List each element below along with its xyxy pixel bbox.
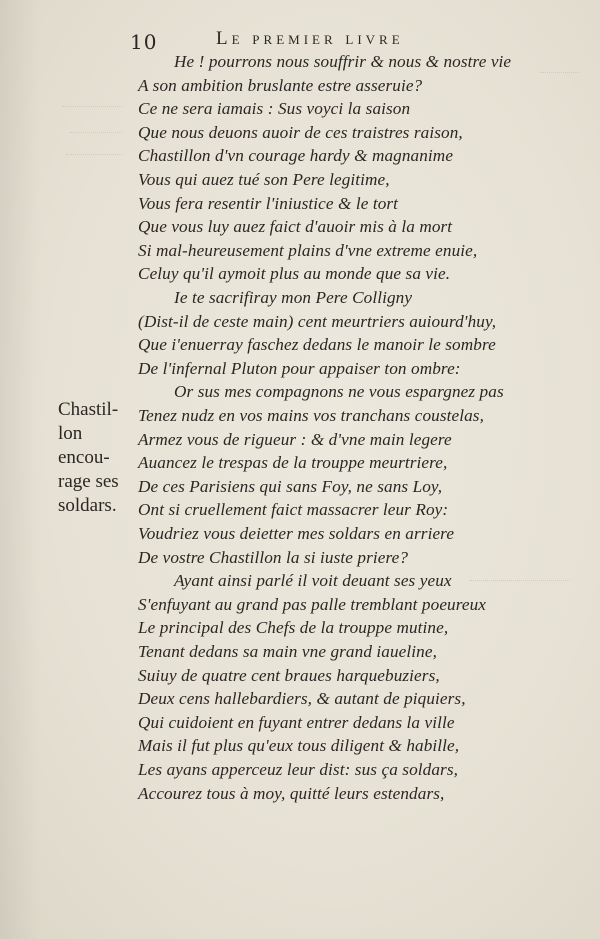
verse-line: Les ayans apperceuz leur dist: sus ça soldars, (138, 760, 459, 779)
page-fold-shadow (0, 0, 40, 939)
verse-line: Accourez tous à moy, quitté leurs estendars, (138, 783, 445, 803)
verse-line: Tenant dedans sa main vne grand iaueline, (138, 642, 437, 661)
verse-line: Vous qui auez tué son Pere legitime, (138, 170, 390, 189)
verse-line: De l'infernal Pluton pour appaiser ton ombre: (138, 358, 461, 378)
marginal-note (58, 398, 140, 518)
verse-line: Si mal-heureusement plains d'vne extreme enuie, (138, 240, 478, 260)
verse-line: Vous fera resentir l'iniustice & le tort (138, 193, 399, 213)
verse-line: Tenez nudz en vos mains vos tranchans coustelas, (138, 406, 484, 425)
marginal-note-line: soldars. (58, 495, 117, 516)
verse-line: Ce ne sera iamais : Sus voyci la saison (138, 99, 411, 119)
verse-line: Armez vous de rigueur : & d'vne main legere (138, 429, 452, 449)
verse-line: Ont si cruellement faict massacrer leur Roy: (138, 500, 449, 520)
showthrough-mark (470, 566, 570, 581)
verse-line: Que vous luy auez faict d'auoir mis à la mort (138, 217, 453, 237)
marginal-note-line: lon (58, 423, 83, 444)
verse-line: Auancez le trespas de la trouppe meurtriere, (138, 453, 448, 473)
verse-line: Or sus mes compagnons ne vous espargnez pas (174, 382, 504, 402)
verse-line: He ! pourrons nous souffrir & nous & nostre vie (174, 52, 512, 71)
verse-line: Ayant ainsi parlé il voit deuant ses yeux (174, 571, 452, 591)
verse-line: Que i'enuerray faschez dedans le manoir le sombre (138, 335, 496, 355)
marginal-note-line: rage ses (58, 471, 119, 492)
showthrough-mark (70, 118, 122, 133)
verse-line: Mais il fut plus qu'eux tous diligent & habille, (138, 736, 460, 756)
verse-line: Que nous deuons auoir de ces traistres raison, (138, 122, 463, 142)
verse-line: Suiuy de quatre cent braues harquebuziers, (138, 665, 440, 685)
verse-line: Celuy qu'il aymoit plus au monde que sa vie. (138, 264, 451, 284)
verse-line: Deux cens hallebardiers, & autant de piquiers, (138, 689, 466, 709)
marginal-note-line: Chastil- (58, 399, 119, 420)
verse-line: Qui cuidoient en fuyant entrer dedans la ville (138, 712, 455, 732)
verse-line: De vostre Chastillon la si iuste priere? (138, 547, 409, 567)
verse-line: S'enfuyant au grand pas palle tremblant poeureux (138, 594, 487, 614)
running-head: Le premier livre (216, 28, 404, 49)
showthrough-mark (62, 92, 122, 107)
showthrough-mark (540, 58, 580, 73)
page-number: 10 (130, 30, 158, 54)
verse-line: De ces Parisiens qui sans Foy, ne sans Loy, (138, 476, 443, 496)
verse-line: (Dist-il de ceste main) cent meurtriers auiourd'huy, (138, 311, 497, 331)
marginal-note-line: encou- (58, 447, 110, 468)
verse-line: Ie te sacrifiray mon Pere Colligny (174, 288, 413, 307)
verse-line: Voudriez vous deietter mes soldars en arriere (138, 524, 455, 543)
verse-line: A son ambition bruslante estre asseruie? (138, 75, 423, 95)
showthrough-mark (66, 140, 122, 155)
verse-line: Chastillon d'vn courage hardy & magnanime (138, 146, 454, 166)
verse-line: Le principal des Chefs de la trouppe mutine, (138, 618, 449, 638)
